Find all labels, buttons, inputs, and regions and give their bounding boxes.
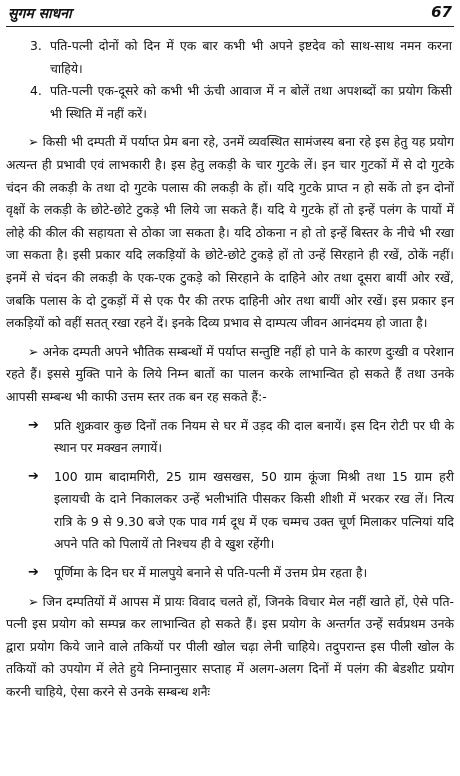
item-text: पति-पत्नी दोनों को दिन में एक बार कभी भी अपने इष्टदेव को साथ-साथ नमन करना चाहिये। (50, 38, 452, 76)
arrow-icon: ➔ (28, 565, 39, 581)
page-header (6, 4, 454, 27)
bullet-text: प्रति शुक्रवार कुछ दिनों तक नियम से घर में उड़द की दाल बनायें। इस दिन रोटी पर घी के स्थान पर मक्खन लगायें। (54, 417, 454, 456)
paragraph-relationship-satisfaction: ➢ अनेक दम्पती अपने भौतिक सम्बन्धों में पर्याप्त सन्तुष्टि नहीं हो पाने के कारण दुःखी व परेशान रहते हैं। इससे मुक्ति पाने के लिये निम्न बातों का पालन करके लाभान्वित हो सकते हैं तथा उनके आपसी सम्बन्ध भी काफी उत्तम स्तर तक बन रह सकते हैं:- (6, 343, 454, 404)
bullet-item (6, 466, 454, 556)
arrow-icon: ➔ (28, 468, 39, 484)
bullet-item (6, 415, 454, 460)
page-content (6, 35, 454, 704)
arrow-icon: ➔ (28, 417, 39, 433)
paragraph-pillow-remedy: ➢ जिन दम्पतियों में आपस में प्रायः विवाद चलते हों, जिनके विचार मेल नहीं खाते हों, ऐसे पति-पत्नी इस प्रयोग को सम्पन्न कर लाभान्वित हो सकते हैं। इस प्रयोग के अन्तर्गत उन्हें सर्वप्रथम उनके द्वारा प्रयोग किये जाने वाले तकियों पर पीली खोल चढ़ा लेनी चाहिये। तदुपरान्त इस पीली खोल के तकियों को उपयोग में लेते हुये निम्नानुसार सप्ताह में अलग-अलग दिनों में पलंग की बेडशीट प्रयोग करनी चाहिये, ऐसा करने से उनके सम्बन्ध शनैः (6, 593, 454, 700)
bullet-item (6, 562, 454, 585)
numbered-item (6, 35, 454, 80)
bullet-text: पूर्णिमा के दिन घर में मालपुये बनाने से पति-पत्नी में उत्तम प्रेम रहता है। (54, 565, 368, 581)
numbered-item (6, 80, 454, 125)
page-number: 67 (431, 3, 452, 21)
book-title: सुगम साधना (8, 6, 72, 22)
item-number: 4. (30, 83, 42, 99)
paragraph-wood-remedy: ➢ किसी भी दम्पती में पर्याप्त प्रेम बना रहे, उनमें व्यवस्थित सामंजस्य बना रहे इस हेतु यह प्रयोग अत्यन्त ही प्रभावी एवं लाभकारी है। इस हेतु लकड़ी के चार गुटके लें। इन चार गुटकों में से दो गुटके चंदन की लकड़ी के तथा दो गुटके पलास की लकड़ी के हों। यदि गुटके प्राप्त न हो सकें तो इन दोनों वृक्षों के लकड़ी के छोटे-छोटे टुकड़े भी लिये जा सकते हैं। यदि ये गुटके हों तो इन्हें पलंग के पायों में लोहे की कील की सहायता से ठोका जा सकता है। यदि ठोकना न हो तो इन्हें बिस्तर के नीचे भी रखा जा सकता है। इसी प्रकार यदि लकड़ियों के छोटे-छोटे टुकड़े हों तो उन्हें सिरहाने ही रखें, ठोकें नहीं। इनमें से चंदन की लकड़ी के एक-एक टुकड़े को सिरहाने के दाहिने ओर तथा दूसरा बायीं ओर रखें, जबकि पलास के दो टुकड़ों में से एक पैर की तरफ दाहिनी ओर तथा बायीं ओर रखें। इस प्रकार इन लकड़ियों को वहीं सतत् रखा रहने दें। इनके दिव्य प्रभाव से दाम्पत्य जीवन आनंदमय हो जाता है। (6, 134, 454, 331)
item-text: पति-पत्नी एक-दूसरे को कभी भी ऊंची आवाज में न बोलें तथा अपशब्दों का प्रयोग किसी भी स्थिति में नहीं करें। (50, 83, 452, 121)
bullet-text: 100 ग्राम बादामगिरी, 25 ग्राम खसखस, 50 ग्राम कूंजा मिश्री तथा 15 ग्राम हरी इलायची के दाने निकालकर उन्हें भलीभांति पीसकर किसी शीशी में भरकर रख लें। नित्य रात्रि के 9 से 9.30 बजे एक पाव गर्म दूध में एक चम्मच उक्त चूर्ण मिलाकर पत्नियां यदि अपने पति को पिलायें तो निश्चय ही वे खुश रहेंगी। (54, 468, 454, 552)
item-number: 3. (30, 38, 42, 53)
